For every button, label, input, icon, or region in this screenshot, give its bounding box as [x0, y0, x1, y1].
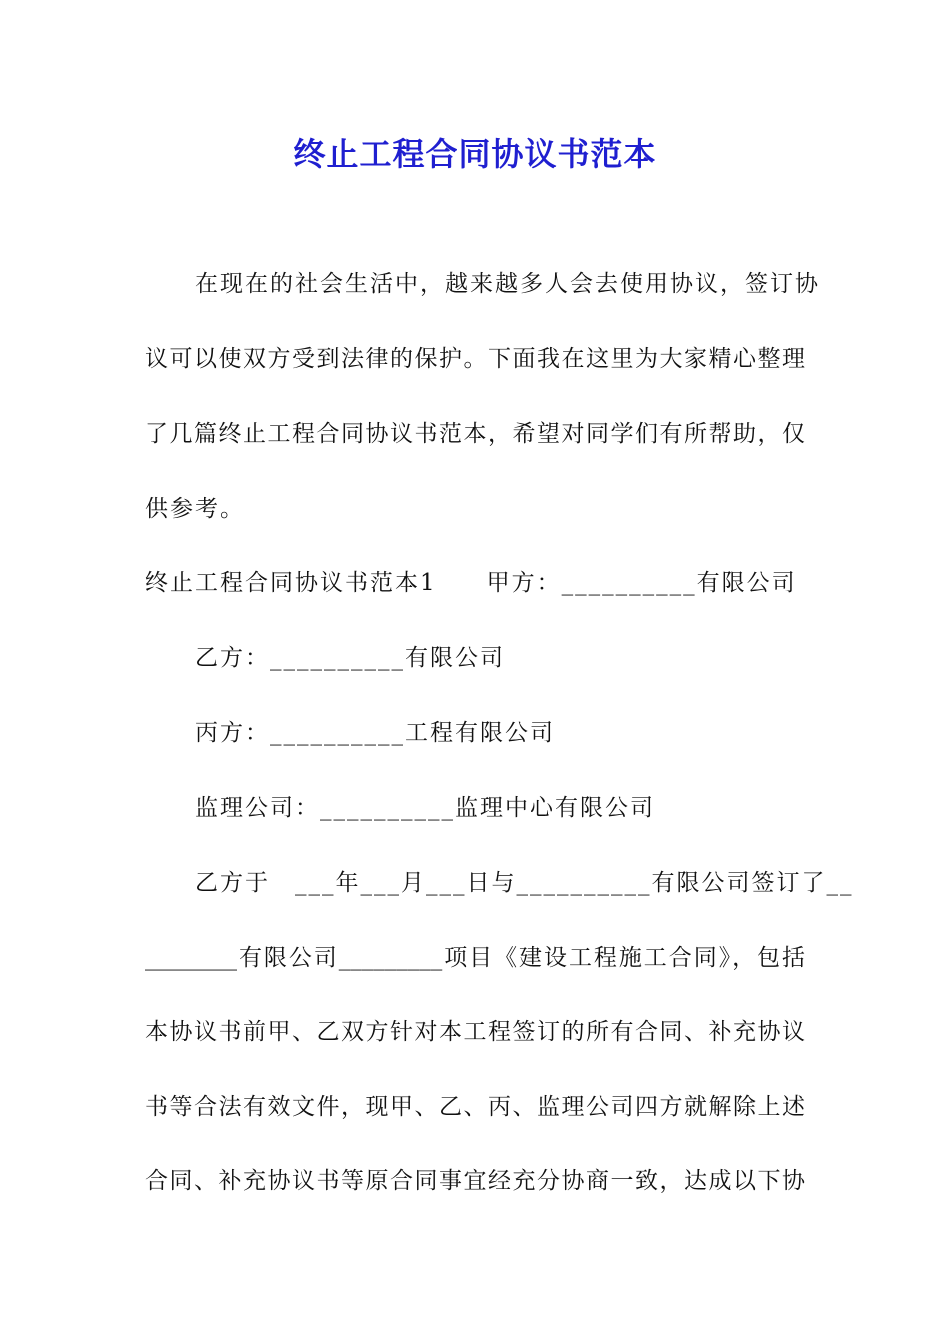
body-line-2: ________有限公司_________项目《建设工程施工合同》，包括 [145, 945, 805, 971]
intro-line-3: 了几篇终止工程合同协议书范本，希望对同学们有所帮助，仅 [145, 421, 805, 447]
party-b-line: 乙方：__________有限公司 [195, 645, 505, 671]
sample-heading: 终止工程合同协议书范本1 甲方：__________有限公司 [145, 570, 797, 596]
intro-line-2: 议可以使双方受到法律的保护。下面我在这里为大家精心整理 [145, 346, 805, 372]
supervisor-line: 监理公司：__________监理中心有限公司 [195, 795, 655, 821]
body-line-5: 合同、补充协议书等原合同事宜经充分协商一致，达成以下协 [145, 1168, 805, 1194]
body-line-3: 本协议书前甲、乙双方针对本工程签订的所有合同、补充协议 [145, 1019, 805, 1045]
intro-line-1: 在现在的社会生活中，越来越多人会去使用协议，签订协 [195, 271, 820, 297]
body-line-1: 乙方于 ___年___月___日与__________有限公司签订了__ [195, 870, 854, 896]
intro-line-4: 供参考。 [145, 496, 245, 522]
party-c-line: 丙方：__________工程有限公司 [195, 720, 555, 746]
page-title: 终止工程合同协议书范本 [293, 135, 657, 173]
body-line-4: 书等合法有效文件，现甲、乙、丙、监理公司四方就解除上述 [145, 1094, 805, 1120]
